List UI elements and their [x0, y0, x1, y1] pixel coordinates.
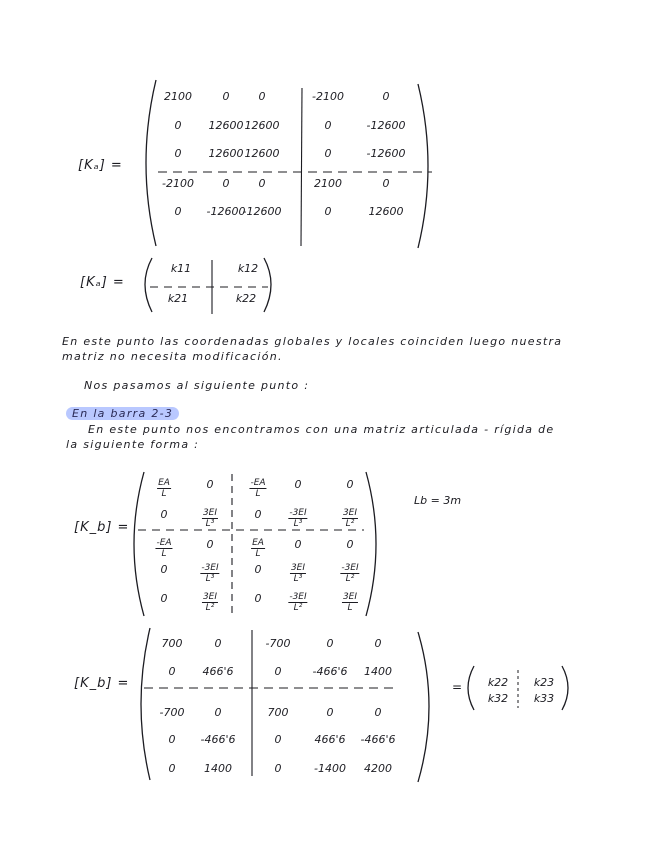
kb-num-cell-2-0: -700	[159, 706, 185, 719]
kb-num-cell-2-3: 0	[326, 706, 334, 719]
kb-sym-cell-4-4	[342, 592, 358, 613]
ka-label: [Kₐ] =	[78, 158, 123, 173]
kb-sym-cell-1-1	[202, 508, 218, 529]
kb-numeric-parens	[136, 626, 446, 784]
ka-cell-4-0: 0	[174, 205, 182, 218]
section-heading-text: En la barra 2-3	[66, 407, 179, 420]
ka-cell-3-0: -2100	[162, 177, 194, 190]
ka-cell-4-3: 0	[324, 205, 332, 218]
ka-partition-lines	[150, 88, 440, 248]
ka-cell-4-4: 12600	[368, 205, 404, 218]
kb-sym-cell-denominator: L	[161, 489, 167, 499]
kb-sym-cell-numerator: 3EI	[342, 592, 358, 602]
kb-sym-cell-4-2: 0	[254, 592, 262, 605]
kb-num-cell-0-3: 0	[326, 637, 334, 650]
ka-cell-0-2: 0	[258, 90, 266, 103]
kb-sym-cell-denominator: L²	[205, 603, 215, 613]
kb-numeric-label: [K_b] =	[74, 676, 130, 691]
kb-block-k22: k22	[487, 676, 509, 689]
kb-sym-cell-0-0	[157, 478, 171, 499]
kb-sym-cell-3-2: 0	[254, 563, 262, 576]
ka-cell-0-3: -2100	[312, 90, 344, 103]
kb-num-cell-3-4: -466'6	[360, 733, 396, 746]
ka-cell-0-1: 0	[222, 90, 230, 103]
kb-sym-cell-numerator: EA	[158, 478, 170, 488]
ka-cell-3-4: 0	[382, 177, 390, 190]
kb-result-equals: =	[452, 680, 463, 694]
ka-cell-1-1: 12600	[208, 119, 244, 132]
kb-sym-cell-denominator: L	[347, 603, 353, 613]
kb-num-cell-1-2: 0	[274, 665, 282, 678]
kb-sym-cell-denominator: L²	[345, 519, 355, 529]
ka-cell-2-4: -12600	[366, 147, 406, 160]
kb-num-cell-2-2: 700	[267, 706, 289, 719]
ka-block-k11: k11	[170, 262, 192, 275]
paragraph-articulated: En este punto nos encontramos con una matriz articulada - rígida de la siguiente forma :	[66, 423, 555, 451]
kb-sym-cell-2-4: 0	[346, 538, 354, 551]
ka-block-label: [Kₐ] =	[80, 275, 125, 290]
kb-sym-cell-numerator: -3EI	[341, 563, 359, 573]
ka-cell-1-2: 12600	[244, 119, 280, 132]
kb-sym-cell-0-2	[249, 478, 266, 499]
kb-sym-cell-1-2: 0	[254, 508, 262, 521]
ka-cell-2-3: 0	[324, 147, 332, 160]
kb-sym-cell-numerator: -3EI	[289, 592, 307, 602]
kb-sym-cell-4-1	[202, 592, 218, 613]
kb-sym-cell-denominator: L³	[293, 574, 303, 584]
ka-cell-3-1: 0	[222, 177, 230, 190]
kb-sym-cell-numerator: 3EI	[342, 508, 358, 518]
kb-sym-cell-2-1: 0	[206, 538, 214, 551]
ka-block-k22: k22	[235, 292, 257, 305]
kb-sym-cell-2-3: 0	[294, 538, 302, 551]
kb-sym-cell-1-4	[342, 508, 358, 529]
kb-sym-cell-4-3	[288, 592, 307, 613]
ka-cell-3-3: 2100	[314, 177, 342, 190]
ka-cell-2-2: 12600	[244, 147, 280, 160]
ka-cell-1-4: -12600	[366, 119, 406, 132]
kb-sym-cell-numerator: -EA	[250, 478, 266, 488]
kb-num-cell-3-1: -466'6	[200, 733, 236, 746]
ka-cell-4-1: -12600	[206, 205, 246, 218]
ka-cell-2-0: 0	[174, 147, 182, 160]
kb-sym-cell-numerator: -3EI	[289, 508, 307, 518]
kb-num-cell-3-0: 0	[168, 733, 176, 746]
kb-sym-cell-3-3	[290, 563, 306, 584]
kb-num-cell-1-4: 1400	[364, 665, 392, 678]
kb-num-cell-4-0: 0	[168, 762, 176, 775]
ka-cell-1-0: 0	[174, 119, 182, 132]
kb-sym-cell-numerator: 3EI	[290, 563, 306, 573]
ka-cell-1-3: 0	[324, 119, 332, 132]
kb-num-cell-2-1: 0	[214, 706, 222, 719]
kb-sym-cell-0-4: 0	[346, 478, 354, 491]
kb-num-cell-4-1: 1400	[204, 762, 232, 775]
ka-cell-3-2: 0	[258, 177, 266, 190]
ka-block-k21: k21	[167, 292, 189, 305]
kb-sym-cell-denominator: L	[161, 549, 167, 559]
kb-sym-cell-denominator: L	[255, 489, 261, 499]
kb-result-parens	[464, 664, 576, 714]
kb-num-cell-0-0: 700	[161, 637, 183, 650]
kb-num-cell-0-4: 0	[374, 637, 382, 650]
kb-sym-cell-denominator: L³	[205, 574, 215, 584]
kb-symbolic-label: [K_b] =	[74, 520, 130, 535]
kb-sym-cell-numerator: 3EI	[202, 592, 218, 602]
ka-cell-4-2: -12600	[242, 205, 282, 218]
kb-sym-cell-denominator: L²	[293, 603, 303, 613]
kb-num-cell-1-3: -466'6	[312, 665, 348, 678]
paragraph-next-point: Nos pasamos al siguiente punto :	[84, 379, 310, 392]
ka-block-parens	[140, 256, 280, 316]
kb-sym-cell-4-0: 0	[160, 592, 168, 605]
kb-sym-cell-1-3	[288, 508, 307, 529]
kb-block-k33: k33	[533, 692, 555, 705]
kb-num-cell-4-2: 0	[274, 762, 282, 775]
ka-cell-2-1: 12600	[208, 147, 244, 160]
kb-sym-cell-3-0: 0	[160, 563, 168, 576]
kb-sym-cell-3-4	[340, 563, 359, 584]
kb-num-cell-3-3: 466'6	[314, 733, 346, 746]
kb-num-cell-0-1: 0	[214, 637, 222, 650]
kb-sym-cell-denominator: L³	[293, 519, 303, 529]
kb-sym-cell-2-2	[251, 538, 265, 559]
kb-num-cell-0-2: -700	[265, 637, 291, 650]
section-heading	[66, 406, 179, 421]
length-note: Lb = 3m	[414, 494, 462, 507]
kb-sym-cell-2-0	[155, 538, 172, 559]
kb-sym-cell-denominator: L³	[205, 519, 215, 529]
kb-sym-cell-numerator: 3EI	[202, 508, 218, 518]
kb-num-cell-1-0: 0	[168, 665, 176, 678]
kb-num-cell-4-3: -1400	[314, 762, 346, 775]
kb-sym-cell-numerator: EA	[252, 538, 264, 548]
kb-sym-cell-0-1: 0	[206, 478, 214, 491]
kb-block-k32: k32	[487, 692, 509, 705]
kb-num-cell-3-2: 0	[274, 733, 282, 746]
kb-num-cell-1-1: 466'6	[202, 665, 234, 678]
kb-sym-cell-0-3: 0	[294, 478, 302, 491]
ka-block-k12: k12	[237, 262, 259, 275]
kb-sym-cell-denominator: L²	[345, 574, 355, 584]
paragraph-coordinates: En este punto las coordenadas globales y locales coinciden luego nuestra matriz no necesita modificación.	[62, 335, 563, 363]
kb-sym-cell-denominator: L	[255, 549, 261, 559]
kb-sym-cell-3-1	[200, 563, 219, 584]
kb-block-k23: k23	[533, 676, 555, 689]
ka-cell-0-4: 0	[382, 90, 390, 103]
ka-cell-0-0: 2100	[164, 90, 192, 103]
kb-num-cell-4-4: 4200	[364, 762, 392, 775]
kb-sym-cell-1-0: 0	[160, 508, 168, 521]
kb-sym-cell-numerator: -EA	[156, 538, 172, 548]
kb-num-cell-2-4: 0	[374, 706, 382, 719]
kb-sym-cell-numerator: -3EI	[201, 563, 219, 573]
